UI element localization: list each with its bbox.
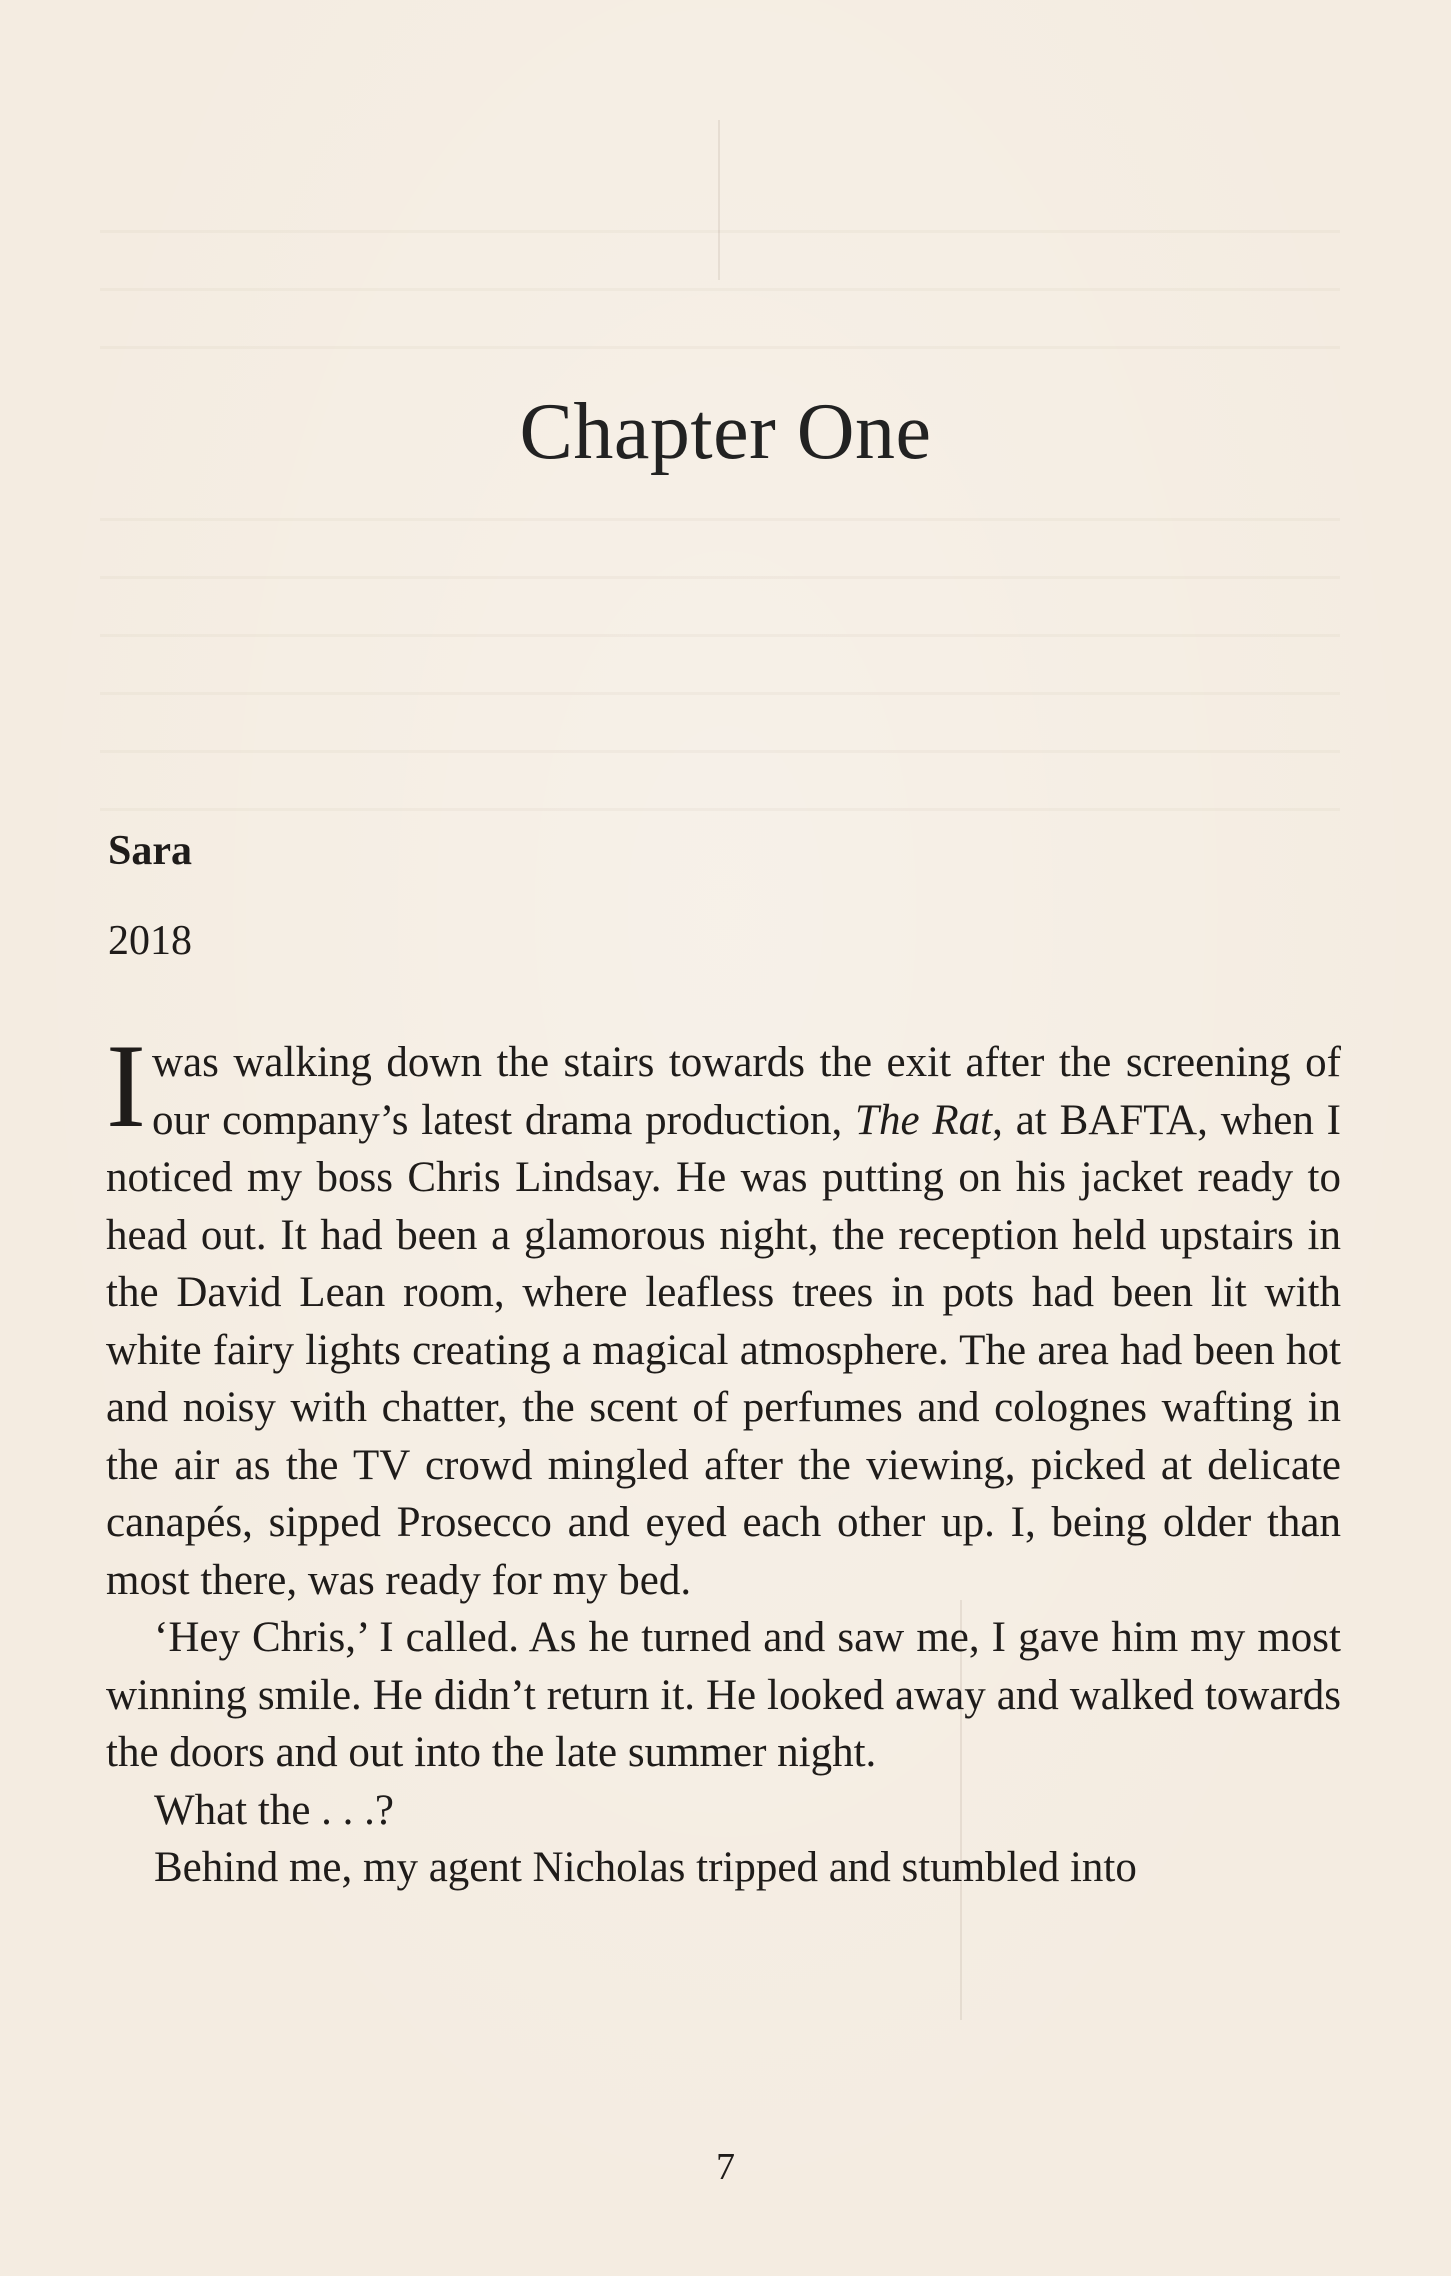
page-crease — [718, 120, 720, 280]
page-number: 7 — [716, 2146, 735, 2188]
paragraph: Behind me, my agent Nicholas tripped and stumbled into — [154, 1844, 1137, 1891]
bleed-through-line — [100, 230, 1340, 233]
paragraph: ‘Hey Chris,’ I called. As he turned and saw me, I gave him my most winning smile. He didn’t return it. He looked away and walked towards the doors and out into the late summer night. — [106, 1614, 1341, 1776]
paragraph-text: , at BAFTA, when I noticed my boss Chris Lindsay. He was putting on his jacket ready to head out. It had been a glamorous night, the reception held upstairs in the David Lean room, where leafless trees in pots had been lit with white fairy lights creating a magical atmosphere. The area had been hot and noisy with chatter, the scent of perfumes and colognes wafting in the air as the TV crowd mingled after the viewing, picked at delicate canapés, sipped Prosecco and eyed each other up. I, being older than most there, was ready for my bed. — [106, 1096, 1341, 1604]
bleed-through-line — [100, 288, 1340, 291]
bleed-through-line — [100, 634, 1340, 637]
bleed-through-line — [100, 750, 1340, 753]
drop-cap: I — [106, 1019, 146, 1152]
paragraph-text: was walking down the stairs towards the exit after the screening of our company’s latest drama production, — [151, 1039, 1341, 1144]
bleed-through-line — [100, 576, 1340, 579]
section-year: 2018 — [108, 918, 192, 964]
bleed-through-line — [100, 808, 1340, 811]
bleed-through-line — [100, 692, 1340, 695]
paragraph — [106, 1019, 1341, 1609]
bleed-through-line — [100, 346, 1340, 349]
production-title: The Rat — [855, 1096, 993, 1144]
paragraph: What the . . .? — [154, 1786, 394, 1834]
chapter-title: Chapter One — [519, 388, 932, 476]
bleed-through-line — [100, 518, 1340, 521]
chapter-body — [106, 1019, 1341, 1897]
section-narrator: Sara — [108, 828, 192, 874]
